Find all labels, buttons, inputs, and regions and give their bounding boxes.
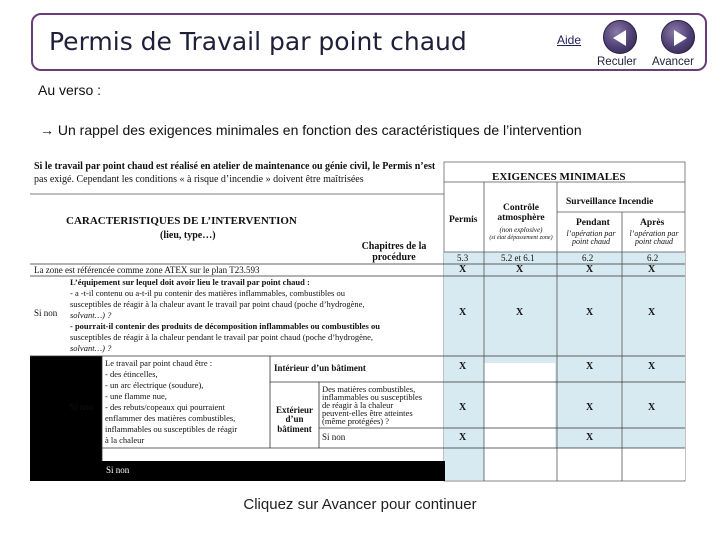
- doc-col-apres-sub: l’opération par point chaud: [629, 229, 679, 247]
- doc-exterieur-mark-3: X: [648, 402, 656, 413]
- page-title: Permis de Travail par point chaud: [49, 27, 467, 56]
- doc-col-apres: Après: [640, 218, 665, 228]
- doc-interieur-label: Intérieur d’un bâtiment: [274, 363, 366, 373]
- doc-row2-line7: solvant…) ?: [70, 343, 112, 353]
- doc-row2-line3: susceptibles de réagir à la chaleur avant le travail par point chaud (poche d’hydrogène,: [70, 299, 365, 309]
- doc-row2-mark-2: X: [516, 307, 524, 318]
- doc-row3-line4: - une flamme nue,: [105, 391, 167, 401]
- doc-row3-line3: - un arc électrique (soudure),: [105, 380, 204, 390]
- doc-surveillance-header: Surveillance Incendie: [566, 197, 654, 207]
- doc-table-title: EXIGENCES MINIMALES: [492, 171, 626, 183]
- doc-row-atex: La zone est référencée comme zone ATEX sur le plan T23.593: [34, 265, 260, 275]
- doc-col-permis: Permis: [449, 215, 478, 225]
- doc-row2-line1: L’équipement sur lequel doit avoir lieu le travail par point chaud :: [70, 277, 310, 287]
- doc-exterieur-si-non: Si non: [322, 432, 346, 442]
- doc-row3-si-non: Si non: [70, 402, 94, 412]
- doc-row2-line6: susceptibles de réagir à la chaleur pendant le travail par point chaud (poche d’hydrogène,: [70, 332, 374, 342]
- doc-row3-line5: - des rebuts/copeaux qui pourraient: [105, 402, 225, 412]
- doc-exterieur-mark-1: X: [459, 402, 467, 413]
- back-label[interactable]: Reculer: [597, 56, 637, 68]
- doc-row2-mark-3: X: [586, 307, 594, 318]
- doc-atex-mark-3: X: [586, 264, 594, 275]
- doc-row4-si-non: Si non: [106, 465, 130, 475]
- doc-row2-mark-4: X: [648, 307, 656, 318]
- doc-chapter-3: 6.2: [582, 253, 594, 263]
- header-bar: [31, 13, 707, 71]
- doc-interieur-mark-1: X: [459, 361, 467, 372]
- doc-col-controle: Contrôle atmosphère: [497, 203, 545, 223]
- forward-label[interactable]: Avancer: [652, 56, 694, 68]
- doc-interieur-mark-2: X: [586, 361, 594, 372]
- arrow-left-icon: [604, 21, 638, 55]
- doc-atex-mark-2: X: [516, 264, 524, 275]
- arrow-right-icon: [662, 21, 696, 55]
- doc-row2-line2: - a -t-il contenu ou a-t-il pu contenir des matières inflammables, combustibles ou: [70, 288, 345, 298]
- doc-col-controle-sub2: (si état dépassement zone): [489, 235, 553, 241]
- doc-col-controle-sub: (non explosive): [499, 226, 543, 234]
- back-button[interactable]: [603, 20, 637, 54]
- continue-instruction: Cliquez sur Avancer pour continuer: [243, 496, 477, 513]
- doc-exterieur-sinon-mark-2: X: [586, 432, 594, 443]
- doc-row3-line6: enflammer des matières combustibles,: [105, 413, 236, 423]
- help-link[interactable]: Aide: [557, 33, 582, 47]
- doc-exterieur-q2: inflammables ou susceptibles: [322, 392, 423, 402]
- verso-label: Au verso :: [38, 82, 102, 98]
- doc-chapter-2: 5.2 et 6.1: [501, 253, 535, 263]
- doc-row2-si-non: Si non: [34, 308, 58, 318]
- doc-carac-sub: (lieu, type…): [160, 230, 216, 241]
- forward-button[interactable]: [661, 20, 695, 54]
- doc-col-pendant-sub: l’opération par point chaud: [566, 229, 616, 247]
- doc-exterieur-sinon-mark-1: X: [459, 432, 467, 443]
- doc-chapitres-label: Chapitres de la procédure: [361, 241, 427, 263]
- doc-exterieur-q3: de réagir à la chaleur: [322, 400, 394, 410]
- doc-carac-title: CARACTERISTIQUES DE L’INTERVENTION: [66, 215, 297, 227]
- doc-exterieur-q4: peuvent-elles être atteintes: [322, 408, 413, 418]
- doc-intro-line1: Si le travail par point chaud est réalisé en atelier de maintenance ou génie civil, le Permis n’est: [34, 161, 436, 172]
- doc-row3-line7: inflammables ou susceptibles de réagir: [105, 424, 238, 434]
- doc-exterieur-q1: Des matières combustibles,: [322, 384, 416, 394]
- doc-row2-line4: solvant…) ?: [70, 310, 112, 320]
- doc-atex-mark-4: X: [648, 264, 656, 275]
- doc-row3-line1: Le travail par point chaud être :: [105, 358, 213, 368]
- scanned-requirements-table: [30, 158, 686, 484]
- doc-chapter-1: 5.3: [457, 253, 469, 263]
- rappel-text: → Un rappel des exigences minimales en fonction des caractéristiques de l’intervention: [40, 122, 582, 138]
- doc-atex-mark-1: X: [459, 264, 467, 275]
- doc-row2-mark-1: X: [459, 307, 467, 318]
- doc-exterieur-label: Extérieur d’un bâtiment: [276, 405, 313, 434]
- doc-row3-line8: à la chaleur: [105, 435, 145, 445]
- doc-intro-line2: pas exigé. Cependant les conditions « à risque d’incendie » doivent être maîtrisées: [34, 174, 364, 185]
- doc-exterieur-mark-2: X: [586, 402, 594, 413]
- doc-col-pendant: Pendant: [576, 218, 610, 228]
- doc-chapter-4: 6.2: [647, 253, 659, 263]
- doc-row2-line5: - pourrait-il contenir des produits de décomposition inflammables ou combustibles ou: [70, 321, 380, 331]
- doc-row3-line2: - des étincelles,: [105, 369, 158, 379]
- doc-interieur-mark-3: X: [648, 361, 656, 372]
- doc-exterieur-q5: (même protégées) ?: [322, 416, 390, 426]
